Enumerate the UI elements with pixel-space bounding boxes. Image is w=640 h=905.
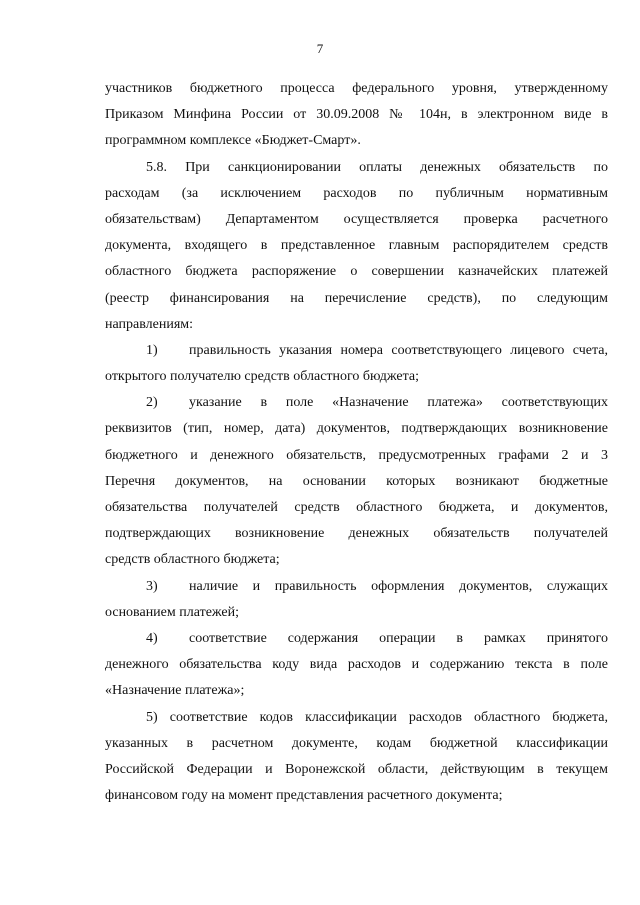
text-line: подтверждающих возникновение денежных обязательств получателей <box>105 526 608 542</box>
text-line: Приказом Минфина России от 30.09.2008 № 104н, в электронном виде в <box>105 107 608 123</box>
text-line: «Назначение платежа»; <box>105 683 245 699</box>
text-line: направлениям: <box>105 316 194 332</box>
list-item-number: 3) <box>146 578 158 594</box>
text-line: бюджетного и денежного обязательств, предусмотренных графами 2 и 3 <box>105 447 608 463</box>
list-item-text: наличие и правильность оформления документов, служащих <box>189 578 608 594</box>
text-line: указанных в расчетном документе, кодам бюджетной классификации <box>105 735 608 751</box>
text-line: реквизитов (тип, номер, дата) документов, подтверждающих возникновение <box>105 421 608 437</box>
text-line: Перечня документов, на основании которых возникают бюджетные <box>105 473 608 489</box>
text-line: документа, входящего в представленное главным распорядителем средств <box>105 238 608 254</box>
list-item-text: указание в поле «Назначение платежа» соответствующих <box>189 395 608 411</box>
text-line: обязательствам) Департаментом осуществляется проверка расчетного <box>105 211 608 227</box>
list-item-line <box>105 390 608 416</box>
list-item-line <box>105 574 608 600</box>
text-line: финансовом году на момент представления расчетного документа; <box>105 788 503 804</box>
list-item-number: 1) <box>146 342 158 358</box>
text-line: средств областного бюджета; <box>105 552 280 568</box>
text-line: обязательства получателей средств областного бюджета, и документов, <box>105 500 608 515</box>
list-item-line <box>105 338 608 364</box>
page-number: 7 <box>316 41 324 56</box>
list-item-text: правильность указания номера соответствующего лицевого счета, <box>189 342 608 358</box>
document-body <box>105 76 608 809</box>
text-line: участников бюджетного процесса федерального уровня, утвержденному <box>105 81 608 96</box>
list-item-line <box>105 626 608 652</box>
list-item-number: 2) <box>146 395 158 411</box>
list-item-number: 4) <box>146 630 158 646</box>
list-item-text: соответствие содержания операции в рамках принятого <box>189 630 608 646</box>
text-line: 5.8. При санкционировании оплаты денежных обязательств по <box>146 159 608 175</box>
text-line: программном комплексе «Бюджет-Смарт». <box>105 133 361 149</box>
text-line: денежного обязательства коду вида расходов и содержанию текста в поле <box>105 657 608 673</box>
text-line: 5) соответствие кодов классификации расходов областного бюджета, <box>146 709 608 725</box>
text-line: Российской Федерации и Воронежской области, действующим в текущем <box>105 761 608 777</box>
text-line: основанием платежей; <box>105 604 239 620</box>
text-line: областного бюджета распоряжение о совершении казначейских платежей <box>105 264 608 280</box>
text-line: (реестр финансирования на перечисление средств), по следующим <box>105 290 608 306</box>
text-line: расходам (за исключением расходов по публичным нормативным <box>105 185 608 201</box>
text-line: открытого получателю средств областного бюджета; <box>105 369 420 385</box>
